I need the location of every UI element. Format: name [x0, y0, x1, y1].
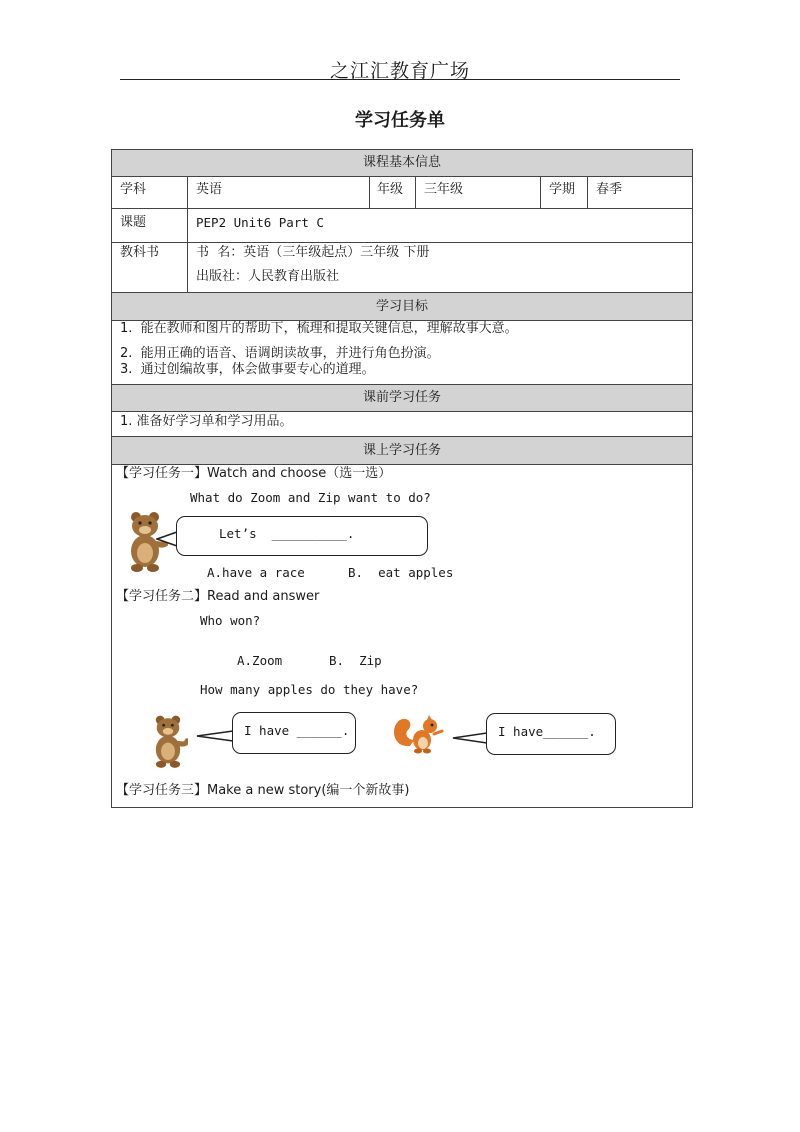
- column-divider: [587, 177, 588, 209]
- task1-option-b: B. eat apples: [348, 565, 454, 580]
- column-divider: [415, 177, 416, 209]
- task1-title: 【学习任务一】Watch and choose（选一选）: [116, 466, 392, 481]
- task3-title: 【学习任务三】Make a new story(编一个新故事): [116, 783, 410, 798]
- subject-label: 学科: [120, 182, 147, 197]
- speech-bubble-tail: [452, 730, 488, 746]
- term-label: 学期: [549, 182, 576, 197]
- column-divider: [369, 177, 370, 209]
- term-value: 春季: [596, 182, 623, 197]
- task2-option-b: B. Zip: [329, 653, 382, 668]
- header-brand: 之江汇教育广场: [329, 60, 470, 82]
- topic-label: 课题: [120, 215, 147, 230]
- task2-question-1: Who won?: [200, 613, 261, 628]
- row-divider: [112, 242, 692, 243]
- task-sheet-table: [111, 149, 693, 808]
- objective-item: 2. 能用正确的语音、语调朗读故事，并进行角色扮演。: [120, 346, 440, 361]
- row-divider: [112, 208, 692, 209]
- bear-icon: [148, 710, 188, 770]
- task2-bear-bubble-text: I have ______.: [244, 723, 350, 738]
- task2-squirrel-bubble-text: I have______.: [498, 724, 596, 739]
- speech-bubble-tail: [196, 728, 234, 744]
- textbook-name: 书 名：英语（三年级起点）三年级 下册: [196, 245, 430, 260]
- speech-bubble: [486, 713, 616, 755]
- column-divider: [187, 177, 188, 292]
- speech-bubble: [176, 516, 428, 556]
- squirrel-icon: [390, 714, 444, 756]
- task2-question-2: How many apples do they have?: [200, 682, 419, 697]
- task1-question: What do Zoom and Zip want to do?: [190, 490, 431, 505]
- grade-label: 年级: [377, 182, 404, 197]
- task1-bubble-text: Let’s __________.: [219, 526, 355, 541]
- column-divider: [540, 177, 541, 209]
- objective-item: 3. 通过创编故事，体会做事要专心的道理。: [120, 362, 375, 377]
- subject-value: 英语: [196, 182, 223, 197]
- textbook-label: 教科书: [120, 245, 160, 260]
- pre-class-item: 1. 准备好学习单和学习用品。: [120, 414, 293, 429]
- task2-option-a: A.Zoom: [237, 653, 283, 668]
- in-class-heading: 课上学习任务: [112, 437, 692, 465]
- grade-value: 三年级: [424, 182, 464, 197]
- task1-option-a: A.have a race: [207, 565, 305, 580]
- speech-bubble: [232, 712, 356, 754]
- document-title: 学习任务单: [355, 110, 445, 131]
- speech-bubble-tail: [156, 530, 178, 548]
- course-info-heading: 课程基本信息: [112, 150, 692, 177]
- topic-value: PEP2 Unit6 Part C: [196, 215, 324, 230]
- header-rule: [120, 79, 680, 80]
- task2-title: 【学习任务二】Read and answer: [116, 589, 320, 604]
- objective-item: 1. 能在教师和图片的帮助下，梳理和提取关键信息，理解故事大意。: [120, 321, 518, 336]
- objectives-heading: 学习目标: [112, 293, 692, 321]
- pre-class-heading: 课前学习任务: [112, 385, 692, 412]
- textbook-publisher: 出版社：人民教育出版社: [196, 269, 340, 284]
